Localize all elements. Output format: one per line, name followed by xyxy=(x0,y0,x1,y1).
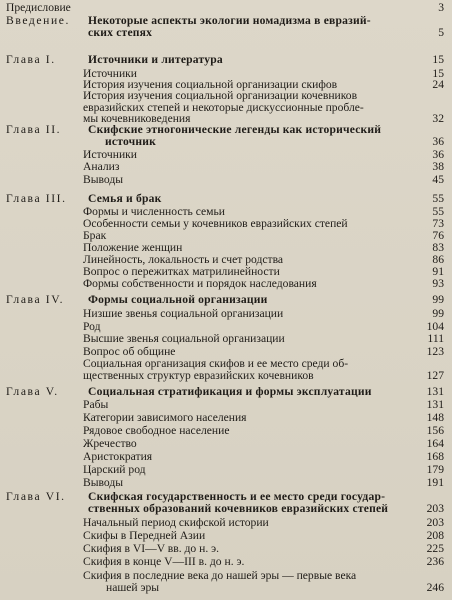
entry-title-line: Предисловие xyxy=(6,1,71,14)
page-number: 203 xyxy=(426,501,444,515)
page-number: 36 xyxy=(432,148,444,161)
entry-title-line: Категории зависимого населения xyxy=(83,411,247,424)
entry-title-line: История изучения социальной организации кочевников xyxy=(83,89,358,102)
chapter-title-line: ских степях xyxy=(88,25,153,39)
page-number: 45 xyxy=(432,173,444,186)
entry-title-line: Вопрос о пережитках матрилинейности xyxy=(83,265,280,278)
entry-title-line: Рядовое свободное население xyxy=(83,424,230,437)
chapter-title-line: Скифская государственность и ее место среди государ- xyxy=(88,490,386,503)
chapter-title-line: ственных образований кочевников евразийских степей xyxy=(88,501,389,515)
page-number: 148 xyxy=(426,411,444,424)
page-number: 99 xyxy=(432,293,444,306)
chapter-label: Введение. xyxy=(6,14,71,27)
entry-title-line: Аристократия xyxy=(83,450,153,463)
entry-title-line: Выводы xyxy=(83,476,124,489)
page-number: 191 xyxy=(426,476,444,489)
chapter-label: Глава II. xyxy=(6,123,62,136)
page-number: 131 xyxy=(426,385,444,398)
page-number: 179 xyxy=(426,463,444,476)
entry-title-line: Формы собственности и порядок наследования xyxy=(83,277,317,290)
chapter-label: Глава III. xyxy=(6,192,67,205)
entry-title-line: Скифы в Передней Азии xyxy=(83,529,206,542)
page-number: 208 xyxy=(426,529,444,542)
entry-title-line: История изучения социальной организации скифов xyxy=(83,78,338,91)
page-number: 55 xyxy=(432,192,444,205)
entry-title-line: щественных структур евразийских кочевников xyxy=(83,368,314,382)
entry-title-line: Социальная организация скифов и ее место среди об- xyxy=(83,357,349,370)
chapter-title-line: Скифские этногонические легенды как исторический xyxy=(88,123,382,136)
page-number: 93 xyxy=(432,277,444,290)
page-number: 15 xyxy=(432,67,444,80)
chapter-title-line: Семья и брак xyxy=(88,192,162,205)
page-number: 83 xyxy=(432,241,444,254)
chapter-label: Глава VI. xyxy=(6,490,66,503)
entry-title-line: нашей эры xyxy=(106,580,160,594)
entry-title-line: Линейность, локальность и счет родства xyxy=(83,253,284,266)
chapter-title-line: Источники и литература xyxy=(88,53,223,66)
entry-title-line: Жречество xyxy=(83,437,137,450)
chapter-title-line: Некоторые аспекты экологии номадизма в евразий- xyxy=(88,14,371,27)
chapter-label: Глава I. xyxy=(6,53,56,66)
page-number: 225 xyxy=(426,542,444,555)
entry-title-line: Выводы xyxy=(83,173,124,186)
entry-title-line: Начальный период скифской истории xyxy=(83,516,269,529)
entry-title-line: Положение женщин xyxy=(83,241,183,254)
entry-title-line: Скифия в последние века до нашей эры — первые века xyxy=(83,569,357,582)
entry-title-line: Низшие звенья социальной организации xyxy=(83,307,284,320)
page-number: 168 xyxy=(426,450,444,463)
chapter-label: Глава V. xyxy=(6,385,59,398)
page-number: 131 xyxy=(426,398,444,411)
entry-title-line: Скифия в VI—V вв. до н. э. xyxy=(83,542,219,555)
entry-title-line: Анализ xyxy=(83,160,120,173)
page-number: 36 xyxy=(432,134,444,148)
page-number: 246 xyxy=(426,580,444,594)
entry-title-line: Брак xyxy=(83,229,107,242)
entry-title-line: евразийских степей и некоторые дискуссионные пробле- xyxy=(83,100,364,114)
entry-title-line: Формы и численность семьи xyxy=(83,205,225,218)
page-number: 123 xyxy=(426,345,444,358)
chapter-title-line: Формы социальной организации xyxy=(88,293,268,306)
page-number: 99 xyxy=(432,307,444,320)
entry-title-line: мы кочевниковедения xyxy=(83,112,191,126)
entry-title-line: Скифия в конце V—III в. до н. э. xyxy=(83,555,245,568)
entry-title-line: Источники xyxy=(83,67,138,80)
page-number: 127 xyxy=(426,368,444,382)
page-number: 24 xyxy=(432,78,444,91)
entry-title-line: Особенности семьи у кочевников евразийских степей xyxy=(83,217,348,230)
page-number: 164 xyxy=(426,437,444,450)
entry-title-line: Царский род xyxy=(83,463,146,476)
entry-title-line: Род xyxy=(83,320,101,333)
page-number: 38 xyxy=(432,160,444,173)
page-number: 5 xyxy=(438,25,444,39)
page-number: 203 xyxy=(426,516,444,529)
entry-title-line: Источники xyxy=(83,148,138,161)
page-number: 76 xyxy=(432,229,444,242)
page-number: 86 xyxy=(432,253,444,266)
page-number: 91 xyxy=(432,265,444,278)
chapter-title-line: Социальная стратификация и формы эксплуатации xyxy=(88,385,372,398)
chapter-label: Глава IV. xyxy=(6,293,65,306)
page-number: 3 xyxy=(438,1,444,14)
entry-title-line: Высшие звенья социальной организации xyxy=(83,332,285,345)
chapter-title-line: источник xyxy=(105,134,157,148)
page-number: 236 xyxy=(426,555,444,568)
entry-title-line: Рабы xyxy=(83,398,109,411)
page-number: 104 xyxy=(426,320,444,333)
page-number: 32 xyxy=(432,112,444,126)
page-number: 73 xyxy=(432,217,444,230)
entry-title-line: Вопрос об общине xyxy=(83,345,176,358)
page-number: 55 xyxy=(432,205,444,218)
page-number: 15 xyxy=(432,53,444,66)
page-number: 156 xyxy=(426,424,444,437)
page-number: 111 xyxy=(427,332,444,345)
